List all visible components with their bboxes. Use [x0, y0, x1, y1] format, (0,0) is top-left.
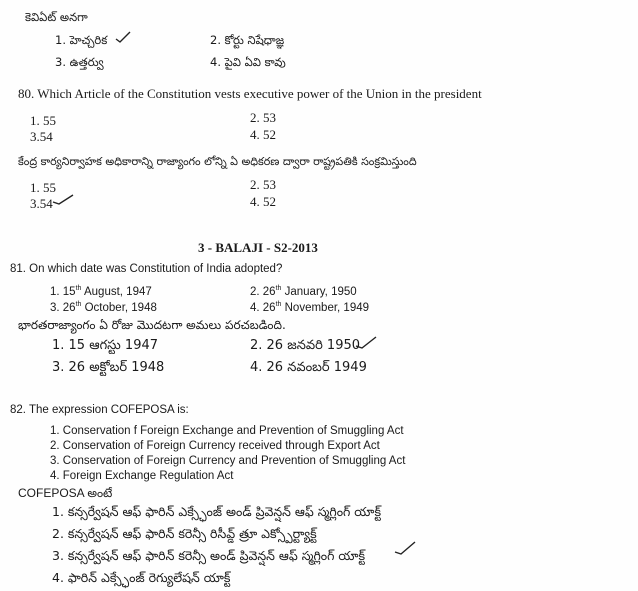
answer-tick-mark [114, 30, 132, 44]
q82-option-3: 3. Conservation of Foreign Currency and Prevention of Smuggling Act [50, 455, 406, 467]
q82-question: 82. The expression COFEPOSA is: [10, 404, 189, 416]
q80-telugu-option-1: 1. 55 [30, 180, 56, 195]
q79-option-1: 1. హెచ్చరిక [55, 33, 108, 47]
q80-option-1: 1. 55 [30, 113, 56, 128]
q82-option-4: 4. Foreign Exchange Regulation Act [50, 470, 234, 482]
q79-telugu-prefix: కెవిఏట్ అనగా [25, 10, 88, 24]
q81-telugu-option-3: 3. 26 అక్టోబర్ 1948 [52, 360, 165, 375]
q82-telugu-option-1: 1. కన్సర్వేషన్ ఆఫ్ ఫారిన్ ఎక్స్ఛేంజ్ అండ్ ప్రివెన్షన్ ఆఫ్ స్మగ్లింగ్ యాక్ట్ [52, 504, 382, 519]
q82-telugu-question: COFEPOSA అంటే [18, 486, 113, 500]
q81-option-4: 4. 26th November, 1949 [250, 301, 370, 314]
q80-option-4: 4. 52 [250, 127, 276, 142]
q80-telugu-option-2: 2. 53 [250, 177, 276, 192]
q80-question: 80. Which Article of the Constitution vests executive power of the Union in the president [18, 86, 482, 101]
answer-tick-mark [394, 540, 416, 556]
answer-tick-mark [355, 334, 377, 350]
q81-option-2: 2. 26th January, 1950 [250, 285, 357, 298]
q82-telugu-option-2: 2. కన్సర్వేషన్ ఆఫ్ ఫారిన్ కరెన్సీ రిసీవ్డ్ త్రూ ఎక్స్పోర్ట్యాక్ట్ [52, 526, 317, 541]
q81-telugu-option-1: 1. 15 ఆగస్టు 1947 [52, 338, 159, 353]
q80-telugu-option-3: 3.54 [30, 196, 53, 211]
q82-telugu-option-3: 3. కన్సర్వేషన్ ఆఫ్ ఫారిన్ కరెన్సీ అండ్ ప్రివెన్షన్ ఆఫ్ స్మగ్లింగ్ యాక్ట్ [52, 548, 366, 563]
q79-option-3: 3. ఉత్తర్వు [55, 55, 104, 69]
q80-option-2: 2. 53 [250, 110, 276, 125]
section-title: 3 - BALAJI - S2-2013 [198, 240, 318, 255]
q80-option-3: 3.54 [30, 129, 53, 144]
q80-telugu-question: కేంద్ర కార్యనిర్వాహక అధికారాన్ని రాజ్యాంగం లోన్ని ఏ అధికరణ ద్వారా రాష్ట్రపతికి సంక్రమిస్తుంది [18, 155, 417, 168]
q79-option-4: 4. పైవి ఏవి కావు [210, 55, 286, 69]
q81-telugu-question: భారతరాజ్యాంగం ఏ రోజు మొదటగా అమలు పరచబడింది. [18, 318, 286, 332]
q82-option-1: 1. Conservation f Foreign Exchange and Prevention of Smuggling Act [50, 425, 404, 437]
answer-tick-mark [52, 192, 74, 206]
q81-option-3: 3. 26th October, 1948 [50, 301, 157, 314]
q79-option-2: 2. కోర్టు నిషేధాజ్ఞ [210, 33, 285, 47]
q80-telugu-option-4: 4. 52 [250, 194, 276, 209]
q81-option-1: 1. 15th August, 1947 [50, 285, 152, 298]
q82-option-2: 2. Conservation of Foreign Currency received through Export Act [50, 440, 380, 452]
q81-telugu-option-2: 2. 26 జనవరి 1950 [250, 338, 361, 353]
q81-telugu-option-4: 4. 26 నవంబర్ 1949 [250, 360, 367, 375]
q81-question: 81. On which date was Constitution of India adopted? [10, 263, 283, 275]
q82-telugu-option-4: 4. ఫారిన్ ఎక్స్ఛేంజ్ రెగ్యులేషన్ యాక్ట్ [52, 570, 231, 585]
